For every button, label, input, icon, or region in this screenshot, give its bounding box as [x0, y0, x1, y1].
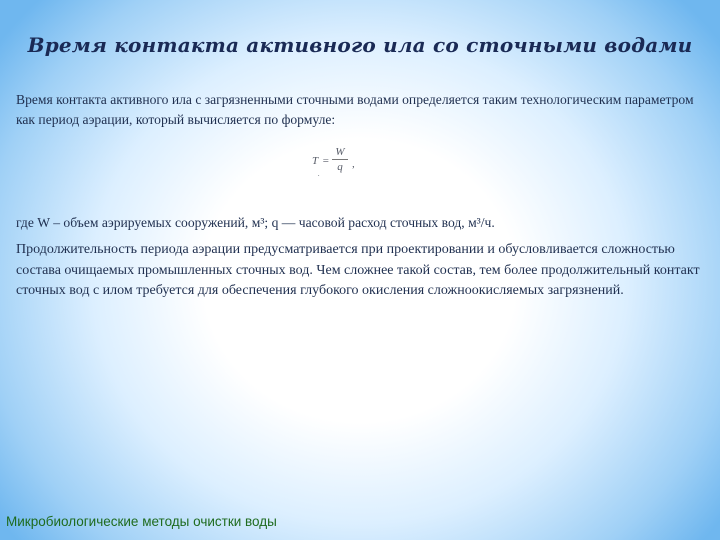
formula-denominator: q — [337, 161, 343, 173]
formula-fraction — [332, 146, 348, 173]
intro-paragraph: Время контакта активного ила с загрязненными сточными водами определяется таким технологическим параметром как период аэрации, который вычисляется по формуле: — [16, 92, 694, 127]
where-paragraph: где W – объем аэрируемых сооружений, м³; q — часовой расход сточных вод, м³/ч. — [16, 215, 495, 230]
formula-mark: . — [318, 170, 320, 178]
formula-equals: = — [322, 155, 330, 167]
aeration-formula — [312, 146, 372, 178]
formula-lhs: T — [312, 155, 319, 167]
duration-paragraph: Продолжительность периода аэрации предусматривается при проектировании и обусловливается сложностью состава очищаемых промышленных сточных вод. Чем сложнее такой состав, тем более продолжительный контакт сточных вод с илом требуется для обеспечения глубокого окисления сложноокисляемых загрязнений. — [16, 242, 700, 298]
formula-comma: , — [352, 158, 355, 170]
slide-title: Время контакта активного ила со сточными водами — [27, 33, 693, 57]
formula-numerator: W — [332, 146, 348, 160]
footer-label: Микробиологические методы очистки воды — [6, 514, 277, 529]
